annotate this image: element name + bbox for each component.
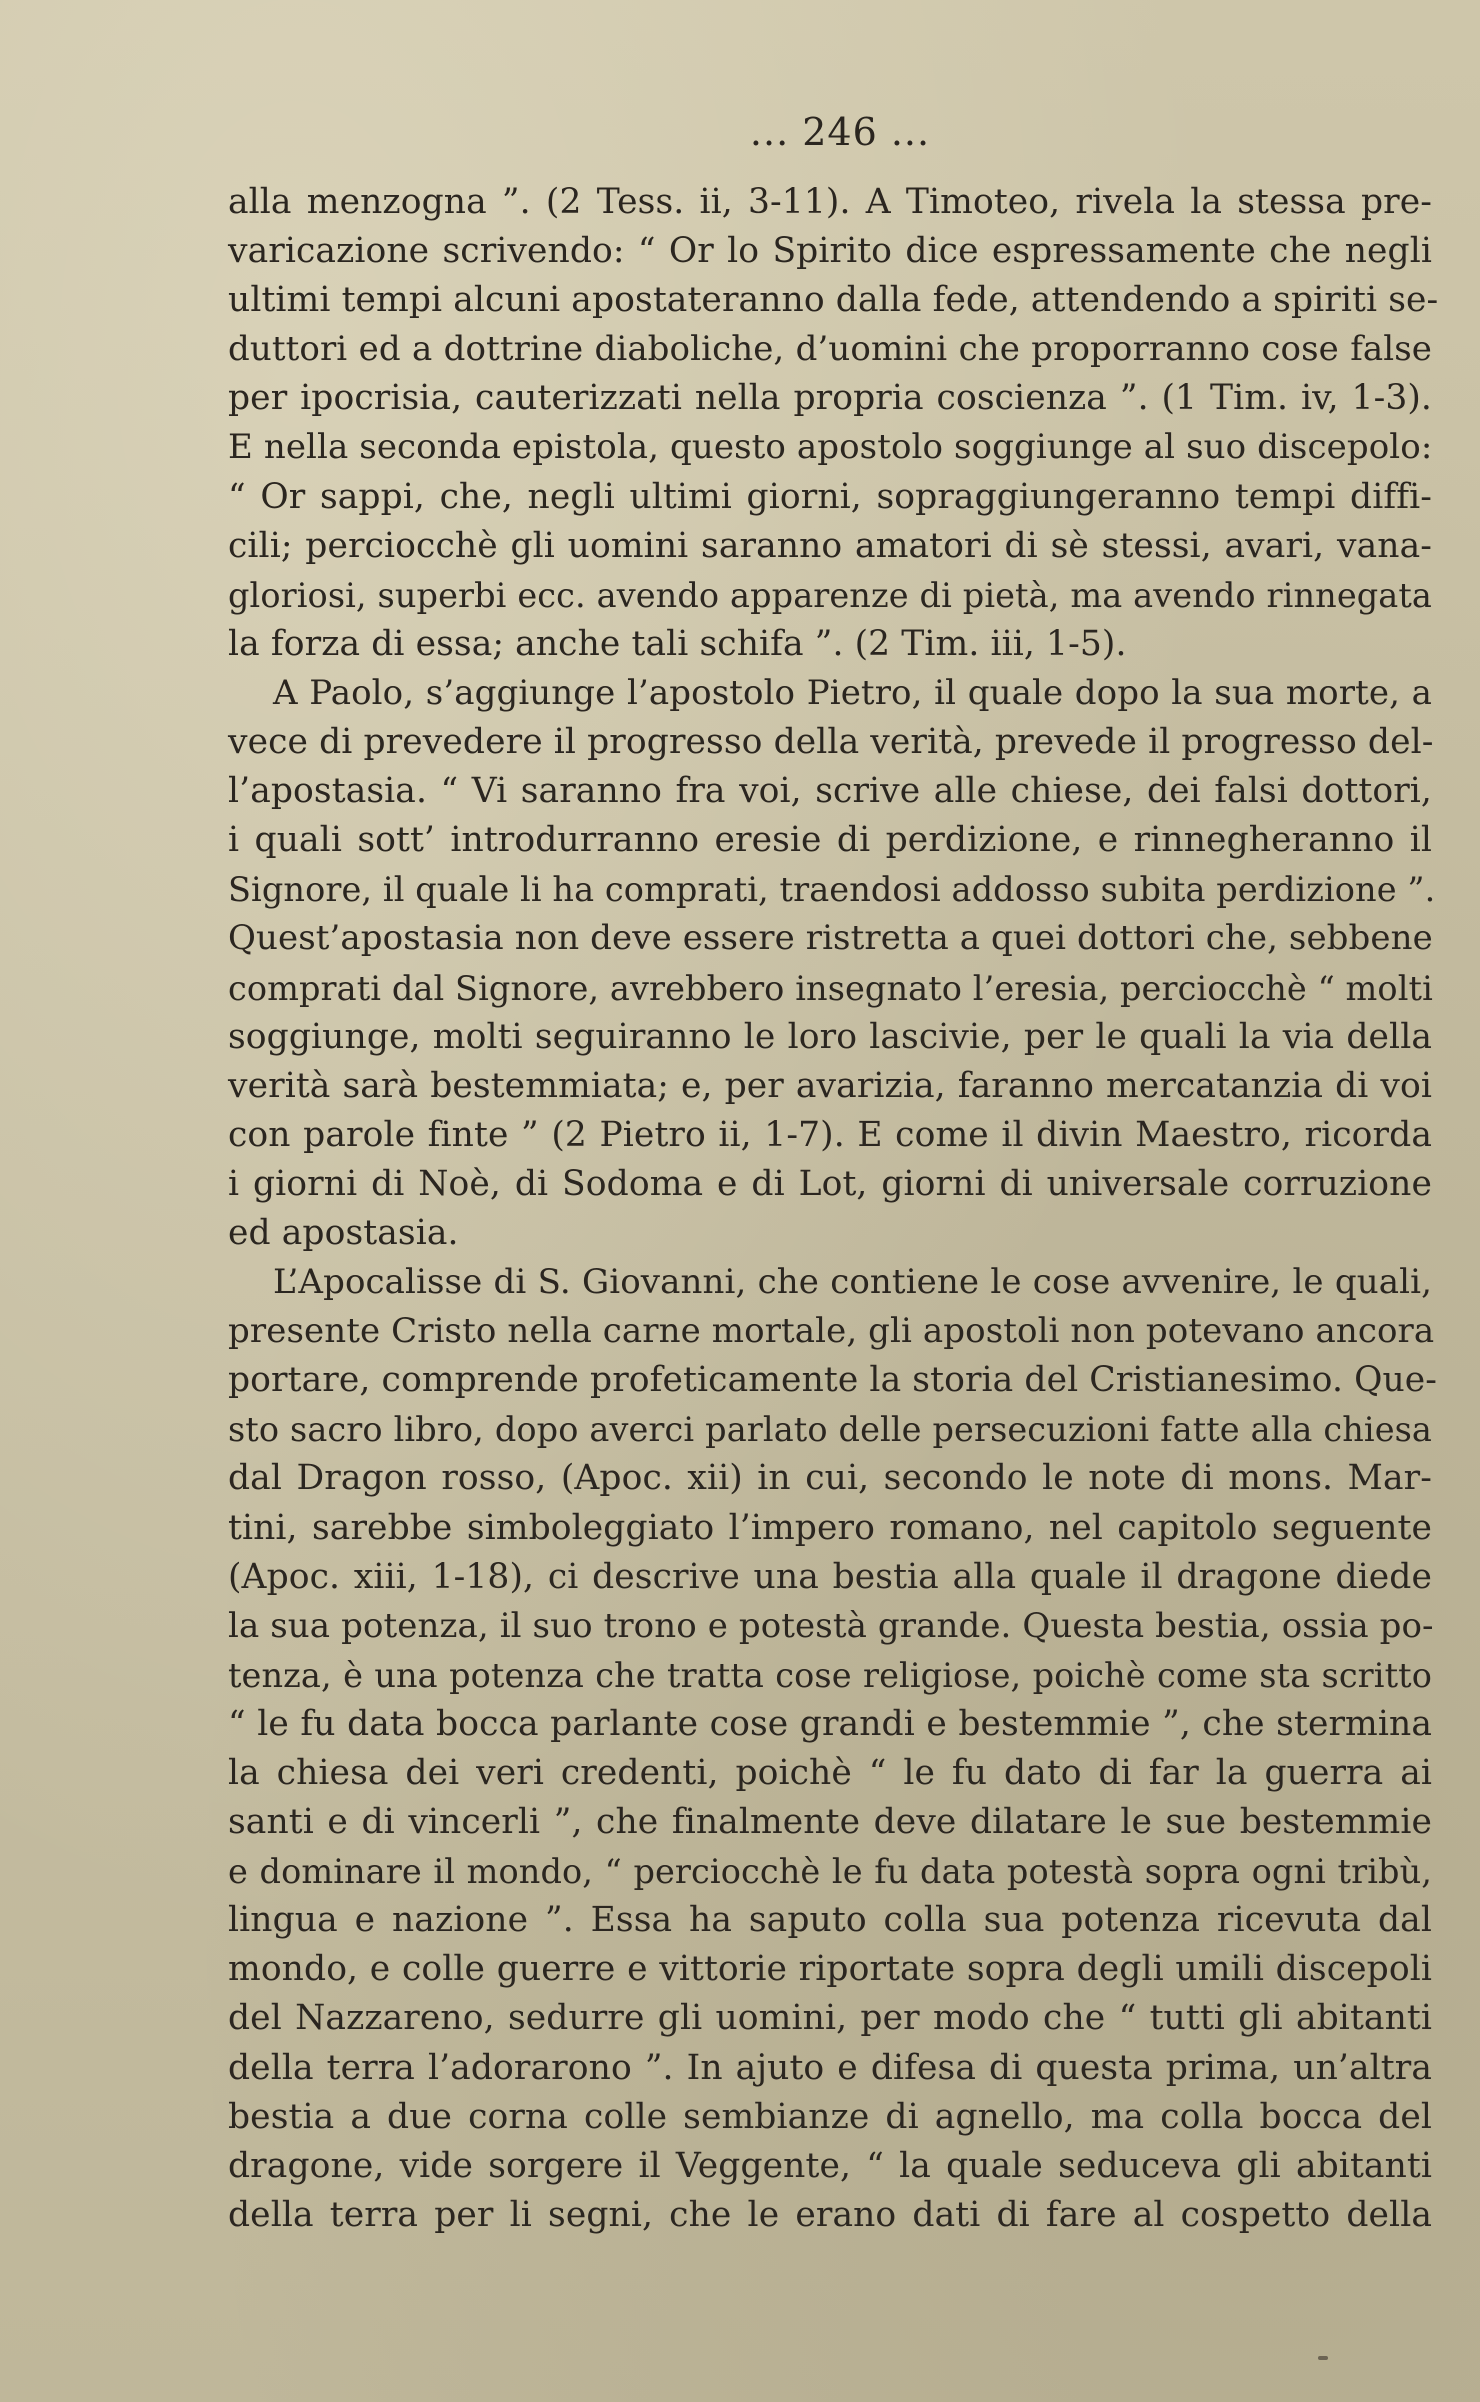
text-line: E nella seconda epistola, questo apostolo soggiunge al suo discepolo: <box>228 427 1433 468</box>
text-line: alla menzogna ”. (2 Tess. ii, 3-11). A Timoteo, rivela la stessa pre- <box>228 182 1432 222</box>
page-body-text <box>228 178 1439 2240</box>
text-line: i quali sott’ introdurranno eresie di perdizione, e rinnegheranno il <box>228 820 1432 861</box>
book-page <box>228 108 1439 2240</box>
text-line: tini, sarebbe simboleggiato l’impero romano, nel capitolo seguente <box>228 1507 1432 1548</box>
text-line: L’Apocalisse di S. Giovanni, che contiene le cose avvenire, le quali, <box>273 1262 1432 1303</box>
text-line: presente Cristo nella carne mortale, gli apostoli non potevano ancora <box>228 1311 1435 1352</box>
text-line: gloriosi, superbi ecc. avendo apparenze di pietà, ma avendo rinnegata <box>228 575 1432 615</box>
text-line: cili; perciocchè gli uomini saranno amatori di sè stessi, avari, vana- <box>228 525 1432 566</box>
text-line: per ipocrisia, cauterizzati nella propria coscienza ”. (1 Tim. iv, 1-3). <box>228 378 1432 419</box>
text-line: Quest’apostasia non deve essere ristretta a quei dottori che, sebbene <box>228 918 1433 959</box>
text-line: santi e di vincerli ”, che finalmente deve dilatare le sue bestemmie <box>228 1802 1432 1843</box>
text-line: i giorni di Noè, di Sodoma e di Lot, giorni di universale corruzione <box>228 1163 1432 1204</box>
text-line: la forza di essa; anche tali schifa ”. (2 Tim. iii, 1-5). <box>228 623 1127 664</box>
text-line: dragone, vide sorgere il Veggente, “ la quale seduceva gli abitanti <box>228 2145 1432 2186</box>
text-line: del Nazzareno, sedurre gli uomini, per modo che “ tutti gli abitanti <box>228 1998 1432 2039</box>
text-line: A Paolo, s’aggiunge l’apostolo Pietro, il quale dopo la sua morte, a <box>273 672 1432 713</box>
text-line: e dominare il mondo, “ perciocchè le fu data potestà sopra ogni tribù, <box>228 1852 1432 1892</box>
text-line: Signore, il quale li ha comprati, traendosi addosso subita perdizione ”. <box>228 870 1436 910</box>
text-line: duttori ed a dottrine diaboliche, d’uomini che proporranno cose false <box>228 329 1432 370</box>
text-line: verità sarà bestemmiata; e, per avarizia, faranno mercatanzia di voi <box>228 1065 1432 1106</box>
text-line: comprati dal Signore, avrebbero insegnato l’eresia, perciocchè “ molti <box>228 968 1433 1008</box>
text-line: l’apostasia. “ Vi saranno fra voi, scrive alle chiese, dei falsi dottori, <box>228 771 1432 812</box>
text-line: della terra l’adorarono ”. In ajuto e difesa di questa prima, un’altra <box>228 2047 1432 2088</box>
text-line: dal Dragon rosso, (Apoc. xii) in cui, secondo le note di mons. Mar- <box>228 1458 1432 1499</box>
text-line: tenza, è una potenza che tratta cose religiose, poichè come sta scritto <box>228 1655 1432 1695</box>
text-line: “ Or sappi, che, negli ultimi giorni, sopraggiungeranno tempi diffi- <box>228 476 1432 517</box>
text-line: ultimi tempi alcuni apostateranno dalla fede, attendendo a spiriti se- <box>228 280 1439 321</box>
text-line: della terra per li segni, che le erano dati di fare al cospetto della <box>228 2194 1432 2235</box>
text-line: (Apoc. xiii, 1-18), ci descrive una bestia alla quale il dragone diede <box>228 1556 1432 1597</box>
text-line: sto sacro libro, dopo averci parlato delle persecuzioni fatte alla chiesa <box>228 1410 1432 1450</box>
text-line: con parole finte ” (2 Pietro ii, 1-7). E come il divin Maestro, ricorda <box>228 1114 1432 1155</box>
text-line: la chiesa dei veri credenti, poichè “ le fu dato di far la guerra ai <box>228 1753 1432 1793</box>
text-line: “ le fu data bocca parlante cose grandi e bestemmie ”, che stermina <box>228 1703 1432 1744</box>
text-line: la sua potenza, il suo trono e potestà grande. Questa bestia, ossia po- <box>228 1605 1434 1646</box>
page-number: ... 246 ... <box>749 110 931 154</box>
text-line: lingua e nazione ”. Essa ha saputo colla sua potenza ricevuta dal <box>228 1900 1432 1941</box>
text-line: vece di prevedere il progresso della verità, prevede il progresso del- <box>228 722 1434 763</box>
paper-speck <box>1318 2356 1328 2360</box>
text-line: ed apostasia. <box>228 1212 459 1253</box>
text-line: soggiunge, molti seguiranno le loro lascivie, per le quali la via della <box>228 1016 1432 1057</box>
text-line: varicazione scrivendo: “ Or lo Spirito dice espressamente che negli <box>228 231 1432 272</box>
text-line: bestia a due corna colle sembianze di agnello, ma colla bocca del <box>228 2096 1432 2137</box>
text-line: portare, comprende profeticamente la storia del Cristianesimo. Que- <box>228 1360 1438 1401</box>
text-line: mondo, e colle guerre e vittorie riportate sopra degli umili discepoli <box>228 1949 1432 1990</box>
